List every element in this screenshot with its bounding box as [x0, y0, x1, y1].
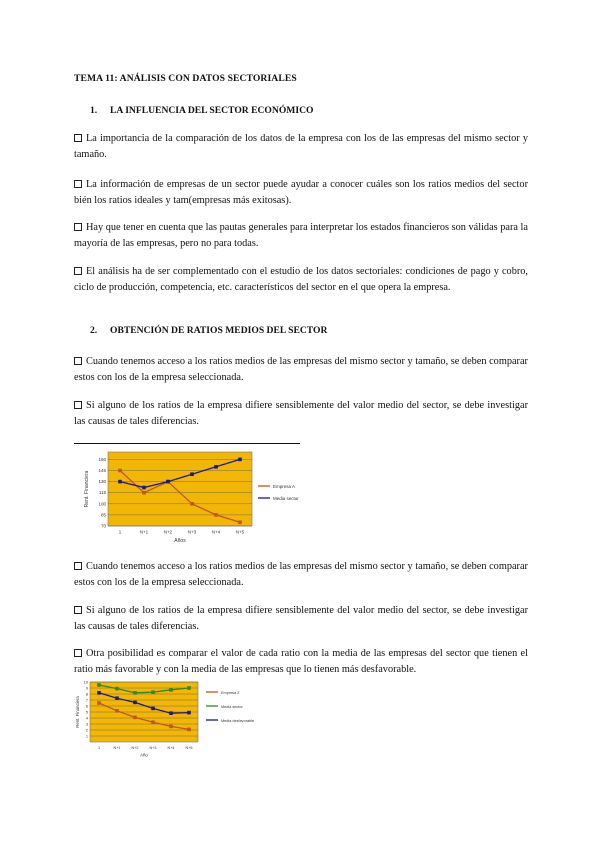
x-tick-label-1: N+1	[113, 745, 121, 750]
checkbox-bullet-icon	[74, 223, 82, 231]
y-tick-label-1: 85	[100, 512, 106, 518]
paragraph-text: El análisis ha de ser complementado con el estudio de los datos sectoriales: condiciones de pago y cobro, ciclo de producción, competencia, etc. característicos del sector en el que opera la empresa.	[74, 266, 528, 293]
checkbox-bullet-icon	[74, 357, 82, 365]
checkbox-bullet-icon	[74, 401, 82, 409]
x-tick-label-4: N+4	[167, 745, 175, 750]
checkbox-bullet-icon	[74, 180, 82, 188]
data-point-0-4	[169, 725, 173, 729]
y-tick-label-9: 10	[83, 680, 88, 685]
data-point-0-3	[151, 720, 155, 724]
y-axis-label: Rent. Financiera	[75, 696, 80, 728]
paragraph-text: Si alguno de los ratios de la empresa difiere sensiblemente del valor medio del sector, se debe investigar las causas de tales diferencias.	[74, 400, 528, 427]
section-heading-1	[90, 105, 313, 116]
paragraph-text: Si alguno de los ratios de la empresa difiere sensiblemente del valor medio del sector, se debe investigar las causas de tales diferencias.	[74, 605, 528, 632]
paragraph-7	[74, 559, 528, 590]
legend-label-1: Media sector	[273, 496, 299, 501]
x-tick-label-3: N+3	[149, 745, 157, 750]
data-point-0-0	[118, 469, 122, 473]
x-tick-label-2: N+2	[131, 745, 139, 750]
x-tick-label-0: 1	[97, 745, 101, 750]
y-tick-label-5: 145	[98, 468, 106, 473]
paragraph-3	[74, 220, 528, 251]
data-point-2-1	[115, 696, 119, 700]
paragraph-text: Hay que tener en cuenta que las pautas generales para interpretar los estados financieros son válidas para la mayoría de las empresas, pero no para todas.	[74, 222, 528, 249]
paragraph-text: Cuando tenemos acceso a los ratios medios de las empresas del mismo sector y tamaño, se deben comparar estos con los de la empresa seleccionada.	[74, 561, 528, 588]
data-point-0-2	[133, 716, 137, 720]
line-chart-1	[80, 448, 305, 550]
legend-label-1: Media sector	[221, 705, 243, 709]
x-axis-label: Año	[140, 752, 148, 758]
data-point-2-4	[169, 711, 173, 715]
data-point-2-0	[97, 691, 101, 695]
checkbox-bullet-icon	[74, 267, 82, 275]
document-title: TEMA 11: ANÁLISIS CON DATOS SECTORIALES	[74, 73, 297, 84]
paragraph-4	[74, 264, 528, 295]
x-tick-label-1: N+1	[139, 529, 149, 535]
checkbox-bullet-icon	[74, 649, 82, 657]
y-tick-label-6: 160	[98, 456, 106, 462]
y-tick-label-2: 100	[98, 501, 106, 507]
x-tick-label-4: N+4	[211, 529, 221, 535]
data-point-1-0	[97, 683, 101, 687]
data-point-1-0	[118, 480, 122, 484]
legend-label-2: Media desfavorable	[221, 719, 255, 723]
paragraph-2	[74, 177, 528, 208]
legend-label-0: Empresa Z	[221, 691, 240, 695]
y-tick-label-1: 2	[85, 728, 88, 733]
data-point-0-3	[190, 502, 194, 506]
data-point-0-0	[97, 701, 101, 705]
data-point-0-1	[115, 709, 119, 713]
data-point-2-5	[187, 711, 191, 715]
paragraph-1	[74, 131, 528, 162]
y-tick-label-4: 5	[85, 710, 88, 715]
data-point-1-3	[190, 472, 194, 476]
paragraph-text: La información de empresas de un sector puede ayudar a conocer cuáles son los ratios medios del sector bién los ratios ideales y tam(empresas más exitosas).	[74, 179, 528, 206]
data-point-1-4	[214, 465, 218, 469]
y-tick-label-2: 3	[85, 722, 88, 727]
data-point-1-5	[238, 458, 242, 462]
x-tick-label-0: 1	[118, 529, 122, 535]
data-point-1-4	[169, 688, 173, 692]
paragraph-8	[74, 603, 528, 634]
y-tick-label-6: 7	[85, 698, 88, 703]
horizontal-rule	[74, 443, 300, 444]
line-chart-2	[74, 678, 274, 764]
data-point-1-1	[115, 687, 119, 691]
data-point-0-4	[214, 513, 218, 517]
paragraph-text: Otra posibilidad es comparar el valor de cada ratio con la media de las empresas del sector que tienen el ratio más favorable y con la media de las empresas que lo tienen más desfavorable.	[74, 648, 528, 675]
paragraph-6	[74, 398, 528, 429]
section-heading-text-1: LA INFLUENCIA DEL SECTOR ECONÓMICO	[110, 105, 314, 116]
section-heading-text-2: OBTENCIÓN DE RATIOS MEDIOS DEL SECTOR	[110, 325, 328, 336]
section-number-2: 2.	[90, 325, 98, 336]
x-tick-label-5: N+5	[235, 529, 245, 535]
y-tick-label-4: 130	[98, 479, 106, 485]
y-tick-label-0: 70	[100, 523, 106, 529]
x-tick-label-3: N+3	[187, 529, 197, 535]
checkbox-bullet-icon	[74, 134, 82, 142]
data-point-0-5	[238, 521, 242, 525]
y-axis-label: Rent. Financiera	[84, 470, 90, 508]
data-point-2-2	[133, 701, 137, 705]
x-tick-label-2: N+2	[163, 529, 173, 535]
section-number-1: 1.	[90, 105, 98, 116]
checkbox-bullet-icon	[74, 562, 82, 570]
data-point-2-3	[151, 707, 155, 711]
data-point-0-1	[142, 491, 146, 495]
y-tick-label-5: 6	[85, 704, 88, 709]
data-point-1-1	[142, 486, 146, 490]
checkbox-bullet-icon	[74, 606, 82, 614]
paragraph-5	[74, 354, 528, 385]
data-point-1-2	[166, 480, 170, 484]
paragraph-9	[74, 646, 528, 677]
data-point-0-5	[187, 728, 191, 732]
paragraph-text: La importancia de la comparación de los datos de la empresa con los de las empresas del mismo sector y tamaño.	[74, 133, 528, 160]
y-tick-label-7: 8	[85, 692, 88, 697]
y-tick-label-3: 115	[98, 490, 106, 496]
y-tick-label-3: 4	[85, 716, 88, 721]
data-point-1-2	[133, 691, 137, 695]
data-point-1-3	[151, 690, 155, 694]
x-tick-label-5: N+5	[185, 745, 193, 750]
legend-label-0: Empresa A	[273, 484, 296, 489]
section-heading-2	[90, 325, 327, 336]
x-axis-label: Años	[174, 538, 186, 544]
y-tick-label-0: 1	[85, 734, 88, 739]
y-tick-label-8: 9	[85, 686, 88, 691]
data-point-1-5	[187, 686, 191, 690]
paragraph-text: Cuando tenemos acceso a los ratios medios de las empresas del mismo sector y tamaño, se deben comparar estos con los de la empresa seleccionada.	[74, 356, 528, 383]
